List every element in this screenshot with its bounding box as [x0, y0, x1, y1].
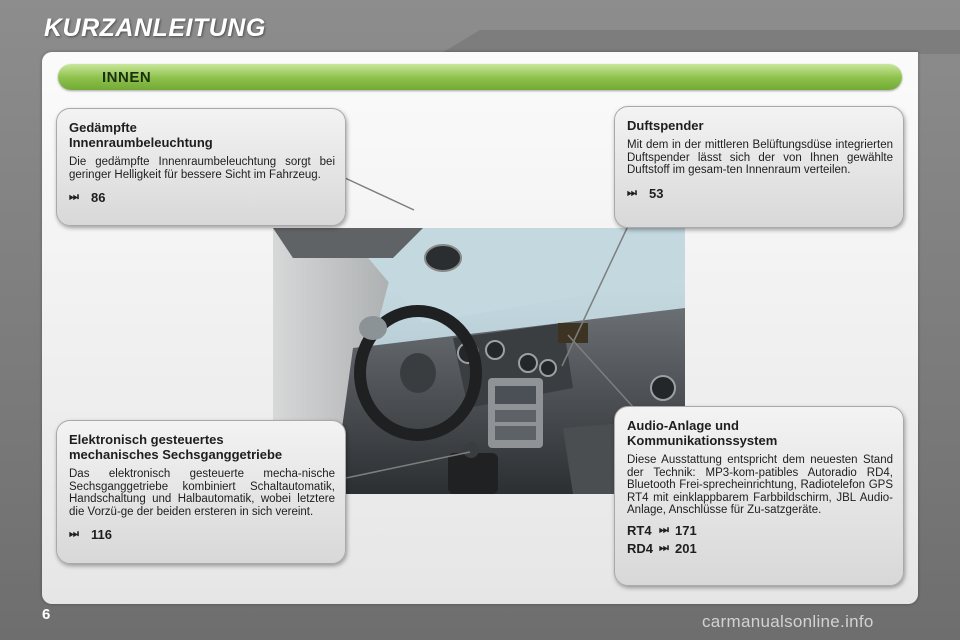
- page-reference-number: 86: [91, 190, 106, 205]
- page-reference-number: 53: [649, 185, 664, 201]
- callout-interior-light-text: Die gedämpfte Innenraumbeleuchtung sorgt bei geringer Helligkeit für bessere Sicht im Fahrzeug.: [69, 156, 335, 181]
- page-reference[interactable]: [69, 190, 335, 205]
- fast-forward-icon: ⏭: [627, 186, 637, 199]
- page-number: 6: [42, 606, 51, 623]
- callout-audio: [614, 406, 904, 586]
- callout-fragrance-title: Duftspender: [627, 118, 704, 133]
- header-notch: [440, 30, 960, 54]
- fast-forward-icon: ⏭: [659, 523, 669, 536]
- reference-label: RD4: [627, 540, 654, 556]
- page-reference-number: 201: [675, 540, 697, 556]
- callout-gearbox-text: Das elektronisch gesteuerte mecha-nische Sechsganggetriebe kombiniert Schaltautomatik, Handschaltung und Halbautomatik, wobei letztere die Vorzü-ge der beiden ersteren in sich vereint.: [69, 468, 335, 518]
- callout-interior-light-title: Gedämpfte Innenraumbeleuchtung: [69, 120, 213, 150]
- watermark: carmanualsonline.info: [702, 612, 874, 631]
- section-bar: [58, 64, 902, 90]
- fast-forward-icon: ⏭: [659, 541, 669, 554]
- section-title: INNEN: [102, 69, 152, 86]
- page-title: KURZANLEITUNG: [44, 14, 266, 42]
- callout-audio-text: Diese Ausstattung entspricht dem neuesten Stand der Technik: MP3-kom-patibles Autoradio RD4, Bluetooth Frei-sprecheinrichtung, Radiotelefon GPS RT4 mit einklappbarem Farbbildschirm, JBL Audio-Anlage, Anschlüsse für Zu-satzgeräte.: [627, 454, 893, 516]
- callout-fragrance: [614, 106, 904, 228]
- callout-interior-light: [56, 108, 346, 226]
- callout-gearbox: [56, 420, 346, 564]
- callout-audio-title: Audio-Anlage und Kommunikationssystem: [627, 418, 778, 448]
- fast-forward-icon: ⏭: [69, 528, 79, 540]
- page-reference[interactable]: [627, 186, 893, 201]
- page-reference-rd4[interactable]: [627, 541, 893, 556]
- callout-fragrance-text: Mit dem in der mittleren Belüftungsdüse integrierten Duftspender lässt sich der von Ihnen gewählte Duftstoff im gesam-ten Innenraum verteilen.: [627, 139, 893, 176]
- page-reference-number: 116: [91, 527, 112, 542]
- page-reference-rt4[interactable]: [627, 523, 893, 538]
- reference-label: RT4: [627, 522, 652, 538]
- page-reference[interactable]: [69, 527, 335, 542]
- callout-gearbox-title: Elektronisch gesteuertes mechanisches Sechsganggetriebe: [69, 432, 283, 462]
- fast-forward-icon: ⏭: [69, 191, 79, 203]
- page-reference-number: 171: [675, 522, 697, 538]
